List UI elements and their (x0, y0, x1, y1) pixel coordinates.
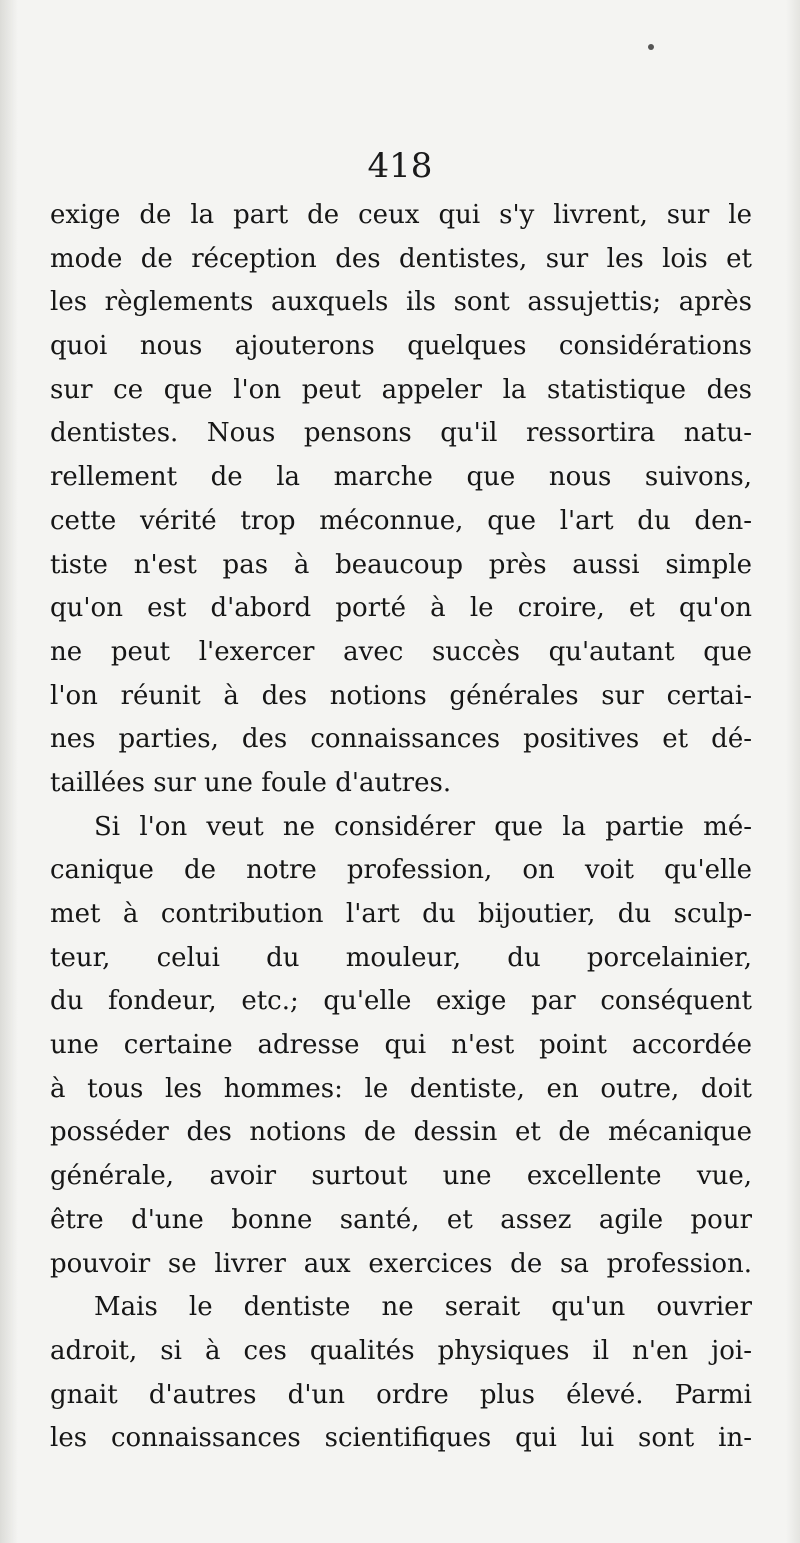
text-line: tiste n'est pas à beaucoup près aussi simple (50, 549, 752, 580)
text-line: cette vérité trop méconnue, que l'art du den- (50, 505, 752, 536)
text-line: Mais le dentiste ne serait qu'un ouvrier (94, 1292, 752, 1323)
page-left-edge-shadow (0, 0, 18, 1543)
text-line: les règlements auxquels ils sont assujettis; après (50, 287, 752, 318)
text-line: à tous les hommes: le dentiste, en outre, doit (50, 1073, 752, 1104)
text-line: posséder des notions de dessin et de mécanique (50, 1117, 752, 1148)
text-line: adroit, si à ces qualités physiques il n'en joi- (50, 1335, 752, 1366)
text-line: dentistes. Nous pensons qu'il ressortira natu- (50, 418, 752, 449)
text-line: teur, celui du mouleur, du porcelainier, (50, 942, 752, 973)
ink-speck (648, 44, 654, 50)
body-text (50, 194, 752, 1461)
text-line: Si l'on veut ne considérer que la partie mé- (94, 811, 752, 842)
text-line: générale, avoir surtout une excellente vue, (50, 1161, 752, 1192)
text-line: rellement de la marche que nous suivons, (50, 462, 752, 493)
text-line: sur ce que l'on peut appeler la statistique des (50, 374, 752, 405)
text-line: nes parties, des connaissances positives et dé- (50, 724, 752, 755)
page-right-edge-shadow (786, 0, 800, 1543)
text-line: les connaissances scientifiques qui lui sont in- (50, 1423, 752, 1454)
text-line: quoi nous ajouterons quelques considérations (50, 331, 752, 362)
text-line: taillées sur une foule d'autres. (50, 767, 452, 798)
text-line: une certaine adresse qui n'est point accordée (50, 1030, 752, 1061)
text-line: canique de notre profession, on voit qu'elle (50, 855, 752, 886)
text-line: exige de la part de ceux qui s'y livrent, sur le (50, 200, 752, 230)
text-line: être d'une bonne santé, et assez agile pour (50, 1204, 752, 1235)
text-line: pouvoir se livrer aux exercices de sa profession. (50, 1248, 752, 1279)
text-line: met à contribution l'art du bijoutier, du sculp- (50, 899, 752, 929)
text-line: l'on réunit à des notions générales sur certai- (50, 680, 752, 711)
text-line: du fondeur, etc.; qu'elle exige par conséquent (50, 986, 752, 1017)
text-line: qu'on est d'abord porté à le croire, et qu'on (50, 593, 752, 624)
page-number: 418 (367, 146, 433, 186)
text-line: mode de réception des dentistes, sur les lois et (50, 243, 752, 274)
text-line: gnait d'autres d'un ordre plus élevé. Parmi (50, 1379, 752, 1410)
text-line: ne peut l'exercer avec succès qu'autant que (50, 636, 752, 667)
